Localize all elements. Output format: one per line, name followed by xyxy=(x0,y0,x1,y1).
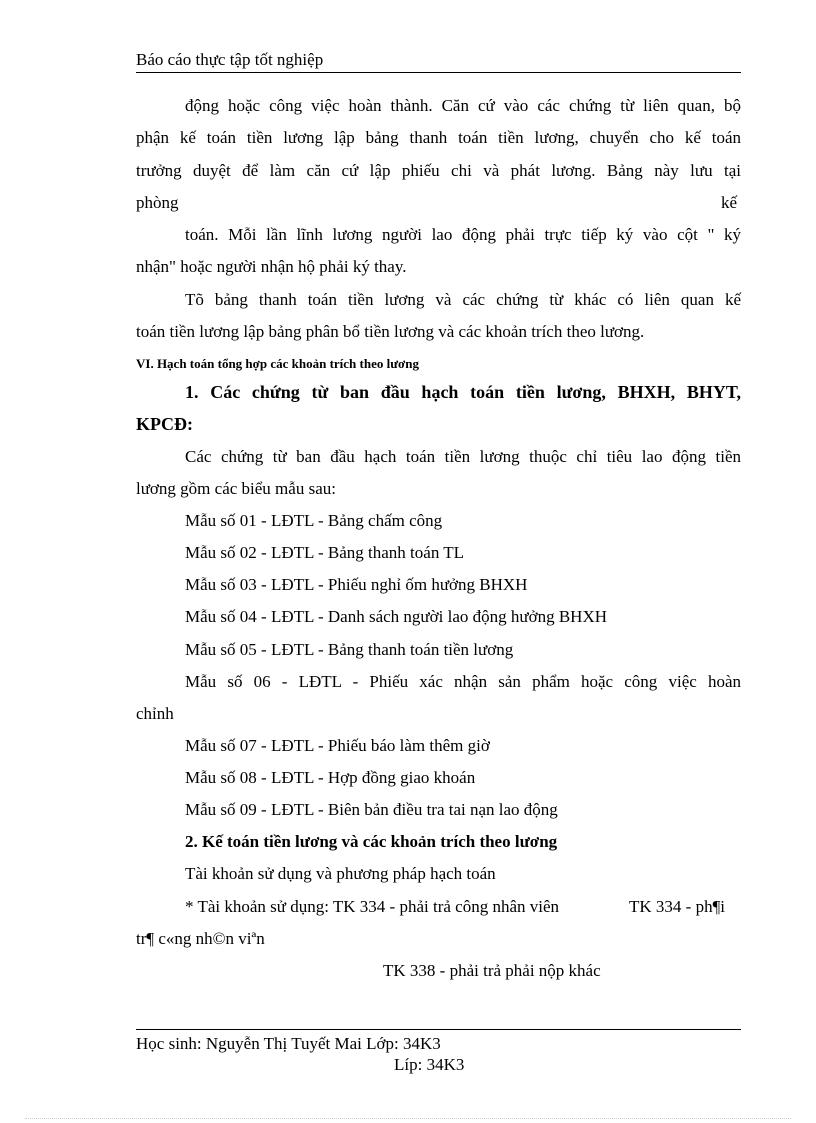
body-line: tr¶ c«ng nh©n viªn xyxy=(136,929,265,948)
form-list-item: Mẫu số 05 - LĐTL - Bảng thanh toán tiền lương xyxy=(185,640,514,659)
form-list-item-cont: chỉnh xyxy=(136,704,174,723)
body-line: phận kế toán tiền lương lập bảng thanh toán tiền lương, chuyển cho kế toán xyxy=(136,128,741,147)
footer-divider xyxy=(136,1029,741,1030)
body-line: TK 338 - phải trả phải nộp khác xyxy=(383,961,601,980)
body-line: phòng xyxy=(136,193,179,212)
subsection-heading-1-cont: KPCĐ: xyxy=(136,414,193,434)
page-header-title: Báo cáo thực tập tốt nghiệp xyxy=(136,50,324,69)
footer-student: Học sinh: Nguyễn Thị Tuyết Mai Lớp: 34K3 xyxy=(136,1034,441,1053)
body-line: trưởng duyệt để làm căn cứ lập phiếu chi và phát lương. Bảng này lưu tại xyxy=(136,161,741,180)
subsection-heading-1: 1. Các chứng từ ban đầu hạch toán tiền lương, BHXH, BHYT, xyxy=(185,382,741,402)
form-list-item: Mẫu số 01 - LĐTL - Bảng chấm công xyxy=(185,511,443,530)
form-list-item: Mẫu số 02 - LĐTL - Bảng thanh toán TL xyxy=(185,543,465,562)
form-list-item: Mẫu số 07 - LĐTL - Phiếu báo làm thêm giờ xyxy=(185,736,490,755)
body-line: kế xyxy=(721,193,738,212)
body-line: lương gồm các biểu mẫu sau: xyxy=(136,479,336,498)
body-line: TK 334 - ph¶i xyxy=(629,897,725,916)
body-line: nhận" hoặc người nhận hộ phải ký thay. xyxy=(136,257,407,276)
form-list-item: Mẫu số 08 - LĐTL - Hợp đồng giao khoán xyxy=(185,768,476,787)
body-line: * Tài khoản sử dụng: TK 334 - phải trả công nhân viên xyxy=(185,897,560,916)
body-line: toán tiền lương lập bảng phân bổ tiền lương và các khoản trích theo lương. xyxy=(136,322,645,341)
page-edge-divider xyxy=(25,1118,791,1119)
form-list-item: Mẫu số 06 - LĐTL - Phiếu xác nhận sản phẩm hoặc công việc hoàn xyxy=(185,672,741,691)
body-line: Các chứng từ ban đầu hạch toán tiền lương thuộc chỉ tiêu lao động tiền xyxy=(185,447,741,466)
form-list-item: Mẫu số 04 - LĐTL - Danh sách người lao động hưởng BHXH xyxy=(185,607,607,626)
subsection-heading-2: 2. Kế toán tiền lương và các khoản trích theo lương xyxy=(185,832,558,851)
body-line: Tõ bảng thanh toán tiền lương và các chứng từ khác có liên quan kế xyxy=(185,290,741,309)
section-heading-vi: VI. Hạch toán tổng hợp các khoản trích theo lương xyxy=(136,356,419,371)
body-line: động hoặc công việc hoàn thành. Căn cứ vào các chứng từ liên quan, bộ xyxy=(185,96,741,115)
form-list-item: Mẫu số 09 - LĐTL - Biên bản điều tra tai nạn lao động xyxy=(185,800,558,819)
header-divider xyxy=(136,72,741,73)
form-list-item: Mẫu số 03 - LĐTL - Phiếu nghỉ ốm hưởng BHXH xyxy=(185,575,528,594)
body-line: Tài khoản sử dụng và phương pháp hạch toán xyxy=(185,864,496,883)
body-line: toán. Mỗi lần lĩnh lương người lao động phải trực tiếp ký vào cột " ký xyxy=(185,225,741,244)
footer-class: Líp: 34K3 xyxy=(394,1055,465,1074)
